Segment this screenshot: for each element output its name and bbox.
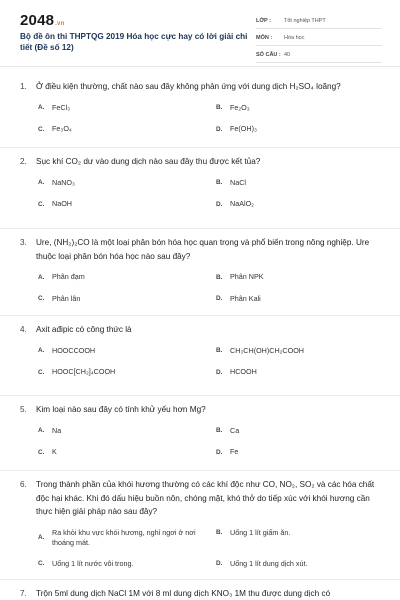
- question-divider: [0, 395, 400, 396]
- option-letter: A.: [38, 533, 45, 541]
- option-letter: B.: [216, 427, 223, 434]
- question-text-row: [20, 236, 386, 263]
- question-stem: Kim loại nào sau đây có tính khử yếu hơn Mg?: [36, 405, 206, 414]
- question-number: 4.: [20, 325, 27, 334]
- question-divider: [0, 579, 400, 580]
- option-text: NaCl: [230, 177, 246, 187]
- option-letter: A.: [38, 347, 45, 354]
- answer-option[interactable]: [38, 367, 210, 378]
- answer-option[interactable]: [38, 199, 210, 210]
- option-text: Phân Kali: [230, 293, 261, 303]
- answer-option[interactable]: [216, 528, 388, 548]
- question-5: [20, 403, 386, 458]
- document-title: Bộ đề ôn thi THPTQG 2019 Hóa học cực hay có lời giải chi tiết (Đề số 12): [20, 32, 248, 52]
- question-text-row: [20, 155, 386, 169]
- option-text: Fe₂O₃: [230, 102, 250, 112]
- option-letter: C.: [38, 368, 45, 376]
- question-number: 6.: [20, 480, 27, 489]
- option-letter: A.: [38, 427, 45, 434]
- option-letter: A.: [38, 273, 45, 281]
- answer-option[interactable]: [216, 294, 388, 305]
- answer-option[interactable]: [216, 178, 388, 189]
- option-letter: C.: [38, 448, 45, 456]
- option-letter: B.: [216, 529, 223, 536]
- answer-option[interactable]: [216, 426, 388, 437]
- option-letter: B.: [216, 104, 223, 111]
- meta-val-socau: 40: [284, 52, 291, 58]
- option-text: HCOOH: [230, 367, 257, 376]
- question-stem: Axit ađipic có công thức là: [36, 325, 132, 334]
- option-text: Uống 1 lít dung dịch xút.: [230, 558, 308, 568]
- answer-option[interactable]: [38, 447, 210, 458]
- answer-option[interactable]: [216, 103, 388, 114]
- answer-option[interactable]: [216, 272, 388, 283]
- meta-row-socau: [256, 48, 382, 63]
- site-logo[interactable]: [20, 12, 64, 29]
- option-letter: B.: [216, 347, 223, 354]
- question-number: 2.: [20, 157, 27, 166]
- option-letter: A.: [38, 104, 45, 111]
- meta-val-mon: Hóa học: [284, 35, 305, 41]
- option-letter: C.: [38, 125, 45, 133]
- question-3: [20, 236, 386, 304]
- question-number: 1.: [20, 82, 27, 91]
- question-6: [20, 478, 386, 569]
- question-divider: [0, 147, 400, 148]
- option-text: Phân đạm: [52, 272, 85, 281]
- question-stem: Sục khí CO₂ dư vào dung dịch nào sau đây thu được kết tủa?: [36, 157, 261, 166]
- question-stem: Ở điều kiện thường, chất nào sau đây không phản ứng với dung dịch H₂SO₄ loãng?: [36, 82, 341, 91]
- answer-options: [20, 272, 386, 304]
- answer-options: [20, 346, 386, 378]
- answer-option[interactable]: [216, 346, 388, 357]
- option-letter: C.: [38, 200, 45, 208]
- answer-option[interactable]: [216, 447, 388, 458]
- question-number: 3.: [20, 238, 27, 247]
- option-letter: B.: [216, 273, 223, 281]
- meta-info: [256, 14, 382, 65]
- option-text: CH₃CH(OH)CH₂COOH: [230, 345, 304, 355]
- question-text-row: [20, 80, 386, 94]
- answer-option[interactable]: [38, 426, 210, 437]
- option-text: NaOH: [52, 199, 72, 208]
- answer-option[interactable]: [216, 124, 388, 135]
- answer-options: [20, 426, 386, 458]
- option-text: Fe(OH)₃: [230, 124, 257, 133]
- meta-key-mon: MÔN :: [256, 35, 273, 41]
- meta-val-lop: Tốt nghiệp THPT: [284, 18, 326, 24]
- option-text: Na: [52, 425, 62, 435]
- meta-row-mon: [256, 31, 382, 46]
- question-text-row: [20, 478, 386, 519]
- logo-suffix: .vn: [55, 21, 65, 27]
- option-text: Fe₃O₄: [52, 124, 72, 133]
- meta-key-lop: LỚP :: [256, 18, 271, 24]
- answer-option[interactable]: [38, 178, 210, 189]
- option-text: Uống 1 lít nước vôi trong.: [52, 558, 134, 568]
- option-letter: B.: [216, 179, 223, 186]
- question-divider: [0, 228, 400, 229]
- answer-option[interactable]: [38, 559, 210, 570]
- option-text: Phân lân: [52, 293, 81, 303]
- option-text: Phân NPK: [230, 272, 264, 281]
- answer-option[interactable]: [38, 346, 210, 357]
- answer-options: [20, 528, 386, 570]
- option-text: FeCl₃: [52, 102, 71, 112]
- answer-option[interactable]: [38, 272, 210, 283]
- option-text: HOOC[CH₂]₄COOH: [52, 367, 116, 376]
- option-letter: C.: [38, 560, 45, 567]
- meta-row-lop: [256, 14, 382, 29]
- answer-option[interactable]: [38, 294, 210, 305]
- question-4: [20, 323, 386, 378]
- answer-option[interactable]: [216, 559, 388, 570]
- question-text-row: [20, 403, 386, 417]
- option-text: NaNO₃: [52, 177, 75, 187]
- answer-options: [20, 103, 386, 135]
- question-stem: Trộn 5ml dung dịch NaCl 1M với 8 ml dung dịch KNO₃ 1M thu được dung dịch có: [36, 589, 331, 598]
- question-stem: Ure, (NH₂)₂CO là một loại phân bón hóa học quan trọng và phổ biến trong nông nghiệp. Ure thuộc loại phân bón hóa học nào sau đây?: [36, 238, 370, 261]
- option-text: Ca: [230, 425, 240, 435]
- option-text: NaAlO₂: [230, 199, 254, 208]
- logo-text: 2048: [20, 12, 55, 29]
- option-text: HOOCCOOH: [52, 345, 96, 355]
- option-text: Uống 1 lít giấm ăn.: [230, 527, 291, 537]
- option-text: Ra khỏi khu vực khói hương, nghỉ ngơi ở nơi thoáng mát.: [52, 527, 196, 547]
- question-number: 7.: [20, 589, 27, 598]
- question-1: [20, 80, 386, 135]
- option-letter: D.: [216, 125, 223, 133]
- question-2: [20, 155, 386, 210]
- answer-options: [20, 178, 386, 210]
- option-text: Fe: [230, 447, 239, 456]
- question-7: [20, 587, 386, 600]
- question-text-row: [20, 323, 386, 337]
- option-letter: D.: [216, 368, 223, 376]
- question-divider: [0, 315, 400, 316]
- question-stem: Trong thành phần của khói hương thường có các khí độc như CO, NO₂, SO₂ và các hóa chất độc hại khác. Khi đó dấu hiệu buồn nôn, chóng mặt, khó thở do tiếp xúc với khói hương cần thực hiện giải pháp nào sau đây?: [36, 480, 375, 516]
- document-header: [0, 0, 400, 66]
- answer-option[interactable]: [216, 199, 388, 210]
- answer-option[interactable]: [38, 528, 210, 548]
- question-number: 5.: [20, 405, 27, 414]
- answer-option[interactable]: [38, 124, 210, 135]
- question-divider: [0, 470, 400, 471]
- option-letter: D.: [216, 560, 223, 567]
- option-letter: C.: [38, 295, 45, 302]
- question-text-row: [20, 587, 386, 600]
- header-divider: [0, 66, 400, 67]
- option-letter: A.: [38, 179, 45, 186]
- option-letter: D.: [216, 448, 223, 456]
- answer-option[interactable]: [38, 103, 210, 114]
- meta-key-socau: SỐ CÂU :: [256, 52, 281, 58]
- option-letter: D.: [216, 295, 223, 302]
- answer-option[interactable]: [216, 367, 388, 378]
- option-letter: D.: [216, 200, 223, 208]
- option-text: K: [52, 447, 57, 456]
